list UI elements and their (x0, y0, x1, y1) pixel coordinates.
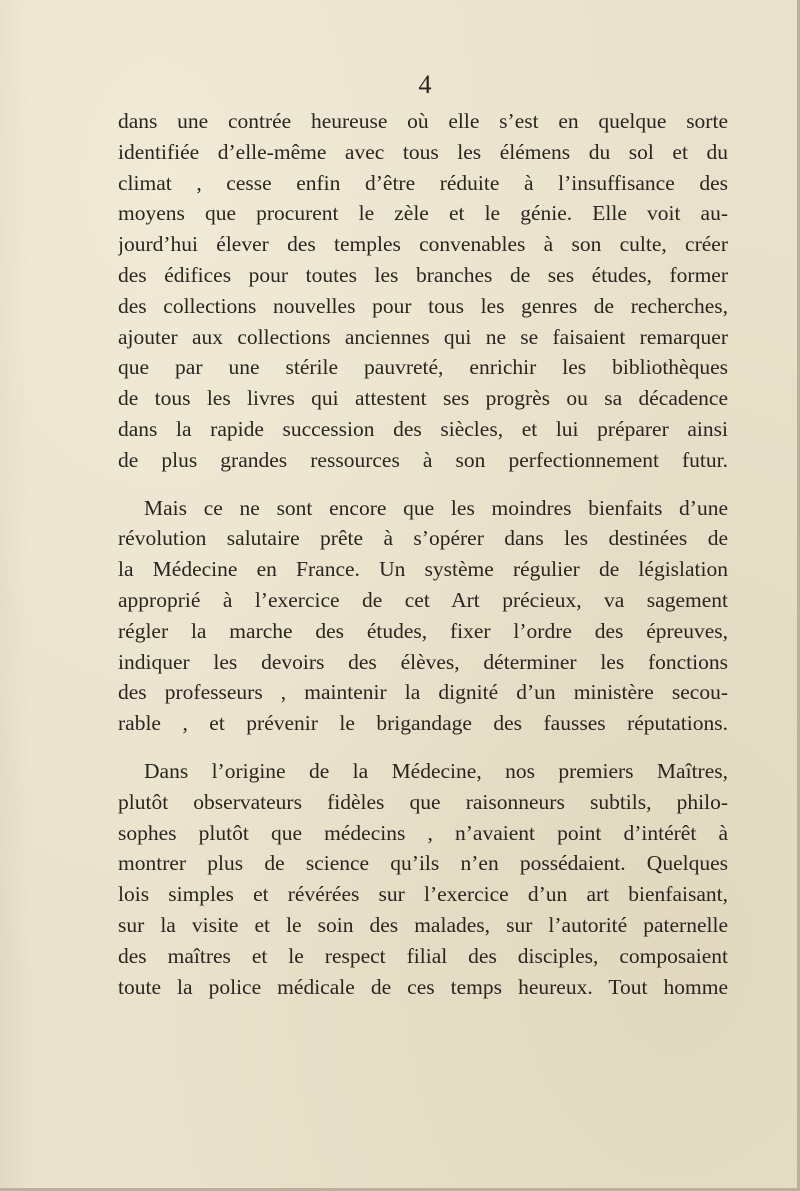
text-line: lois simples et révérées sur l’exercice d’un art bienfaisant, (118, 882, 728, 907)
text-line: des maîtres et le respect filial des disciples, composaient (118, 943, 728, 968)
text-line: ajouter aux collections anciennes qui ne se faisaient remarquer (118, 324, 728, 349)
text-line: rable , et prévenir le brigandage des fausses réputations. (118, 711, 728, 736)
text-line: des édifices pour toutes les branches de ses études, former (118, 262, 728, 287)
text-line: toute la police médicale de ces temps heureux. Tout homme (118, 974, 728, 999)
text-line: plutôt observateurs fidèles que raisonneurs subtils, philo- (118, 789, 728, 814)
text-line: sophes plutôt que médecins , n’avaient point d’intérêt à (118, 820, 728, 845)
text-line: de plus grandes ressources à son perfectionnement futur. (118, 447, 728, 472)
page-number: 4 (418, 70, 432, 99)
text-line: Dans l’origine de la Médecine, nos premiers Maîtres, (144, 758, 728, 783)
text-line: climat , cesse enfin d’être réduite à l’insuffisance des (118, 170, 728, 195)
text-line: révolution salutaire prête à s’opérer dans les destinées de (118, 526, 728, 551)
text-line: des collections nouvelles pour tous les genres de recherches, (118, 293, 728, 318)
text-line: indiquer les devoirs des élèves, déterminer les fonctions (118, 649, 728, 674)
text-line: identifiée d’elle-même avec tous les élémens du sol et du (118, 139, 728, 164)
text-line: jourd’hui élever des temples convenables à son culte, créer (118, 232, 728, 257)
text-line: montrer plus de science qu’ils n’en possédaient. Quelques (118, 851, 728, 876)
text-line: dans la rapide succession des siècles, et lui préparer ainsi (118, 416, 728, 441)
paragraph (118, 493, 728, 739)
text-line: approprié à l’exercice de cet Art précieux, va sagement (118, 587, 728, 612)
paragraph (118, 106, 728, 476)
text-line: que par une stérile pauvreté, enrichir les bibliothèques (118, 355, 728, 380)
text-line: des professeurs , maintenir la dignité d’un ministère secou- (118, 680, 728, 705)
body-text (118, 106, 728, 1019)
text-line: sur la visite et le soin des malades, sur l’autorité paternelle (118, 912, 728, 937)
text-line: Mais ce ne sont encore que les moindres bienfaits d’une (144, 495, 728, 520)
text-line: régler la marche des études, fixer l’ordre des épreuves, (118, 618, 728, 643)
paragraph (118, 756, 728, 1002)
text-line: la Médecine en France. Un système régulier de législation (118, 557, 728, 582)
text-line: moyens que procurent le zèle et le génie. Elle voit au- (118, 201, 728, 226)
text-line: de tous les livres qui attestent ses progrès ou sa décadence (118, 386, 728, 411)
text-line: dans une contrée heureuse où elle s’est en quelque sorte (118, 109, 728, 133)
